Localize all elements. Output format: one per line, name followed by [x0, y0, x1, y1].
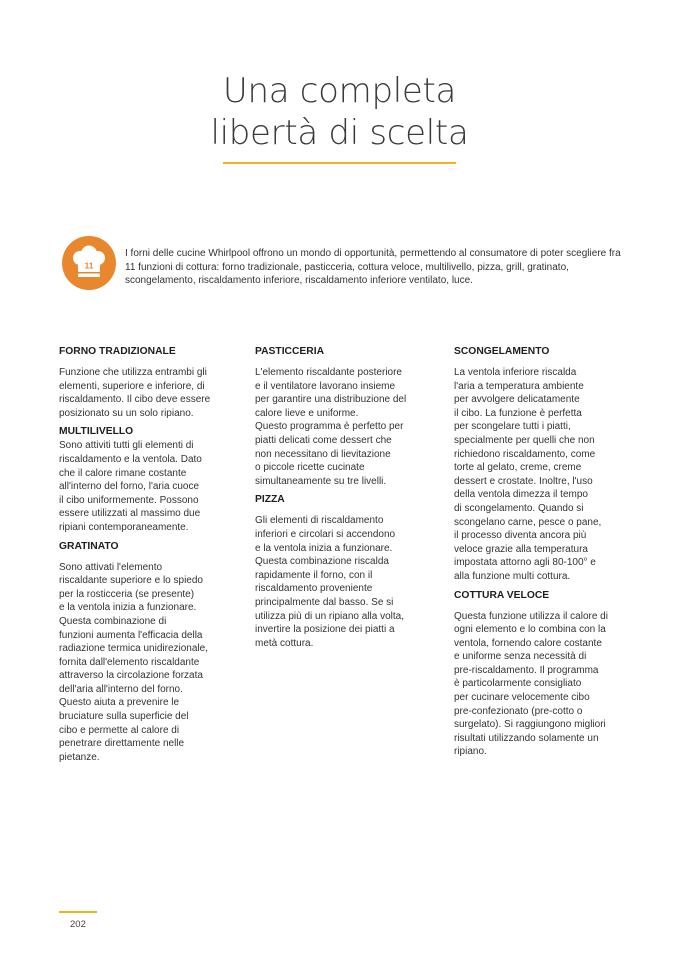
section-title-pizza: PIZZA	[255, 494, 285, 506]
section-body-gratinato: Sono attivati l'elemento riscaldante superiore e lo spiedo per la rosticceria (se presente) e la ventola inizia a funzionare. Questa combinazione di funzioni aumenta l'efficacia della radiazione termica unidirezionale, fornita dall'elemento riscaldante attraverso la circolazione forzata dell'aria all'interno del forno. Questo aiuta a prevenire le bruciature sulla superficie del cibo e permette al calore di penetrare direttamente nelle pietanze.	[59, 561, 208, 763]
chef-hat-icon	[62, 236, 116, 290]
page-number: 202	[70, 919, 86, 930]
section-body-pizza: Gli elementi di riscaldamento inferiori e circolari si accendono e la ventola inizia a funzionare. Questa combinazione riscalda rapidamente il forno, con il riscaldamento proveniente principalmente dal basso. Se si utilizza più di un ripiano alla volta, invertire la posizione dei piatti a metà cottura.	[255, 515, 404, 649]
section-body-forno-tradizionale: Funzione che utilizza entrambi gli elementi, superiore e inferiore, di riscaldamento. Il cibo deve essere posizionato su un solo ripiano.	[59, 367, 211, 419]
section-body-multilivello: Sono attiviti tutti gli elementi di riscaldamento e la ventola. Dato che il calore rimane costante all'interno del forno, l'aria cuoce il cibo uniformemente. Possono essere utilizzati al massimo due ripiani contemporaneamente.	[59, 440, 202, 533]
intro-paragraph: I forni delle cucine Whirlpool offrono un mondo di opportunità, permettendo al consumatore di poter scegliere fra 11 funzioni di cottura: forno tradizionale, pasticceria, cottura veloce, multilivello, pizza, grill, gratinato, scongelamento, riscaldamento inferiore, riscaldamento inferiore ventilato, luce.	[125, 248, 621, 286]
column-1	[59, 345, 224, 769]
section-title-pasticceria: PASTICCERIA	[255, 346, 325, 357]
section-body-pasticceria: L'elemento riscaldante posteriore e il ventilatore lavorano insieme per garantire una distribuzione del calore lieve e uniforme. Questo programma è perfetto per piatti delicati come dessert che non necessitano di lievitazione o piccole ricette cucinate simultaneamente su tre livelli.	[255, 367, 407, 487]
page-title-line-1: Una completa	[222, 71, 457, 111]
column-2	[255, 345, 425, 655]
page-title-line-2: libertà di scelta	[210, 113, 469, 153]
section-title-gratinato: GRATINATO	[59, 540, 119, 552]
chef-hat-icon-number: 11	[84, 260, 94, 271]
section-title-cottura-veloce: COTTURA VELOCE	[454, 589, 550, 601]
page-title	[0, 70, 679, 154]
section-title-multilivello: MULTILIVELLO	[59, 426, 134, 438]
column-3	[454, 345, 626, 764]
title-underline	[223, 162, 456, 164]
section-body-cottura-veloce: Questa funzione utilizza il calore di ogni elemento e lo combina con la ventola, fornendo calore costante e uniforme senza necessità di pre-riscaldamento. Il programma è particolarmente consigliato per cucinare velocemente cibo pre-confezionato (pre-cotto o surgelato). Si raggiungono migliori risultati utilizzando solamente un ripiano.	[454, 610, 608, 758]
section-title-forno-tradizionale: FORNO TRADIZIONALE	[59, 346, 176, 357]
section-body-scongelamento: La ventola inferiore riscalda l'aria a temperatura ambiente per avvolgere delicatamente il cibo. La funzione è perfetta per scongelare tutti i piatti, specialmente per quelli che non richiedono riscaldamento, come torte al gelato, creme, creme dessert e crostate. Inoltre, l'uso della ventola dimezza il tempo di scongelamento. Quando si scongelano carne, pesce o pane, il processo diventa ancora più veloce grazie alla temperatura impostata attorno agli 80-100° e alla funzione multi cottura.	[454, 367, 602, 582]
footer-rule	[59, 911, 97, 913]
section-title-scongelamento: SCONGELAMENTO	[454, 346, 550, 357]
